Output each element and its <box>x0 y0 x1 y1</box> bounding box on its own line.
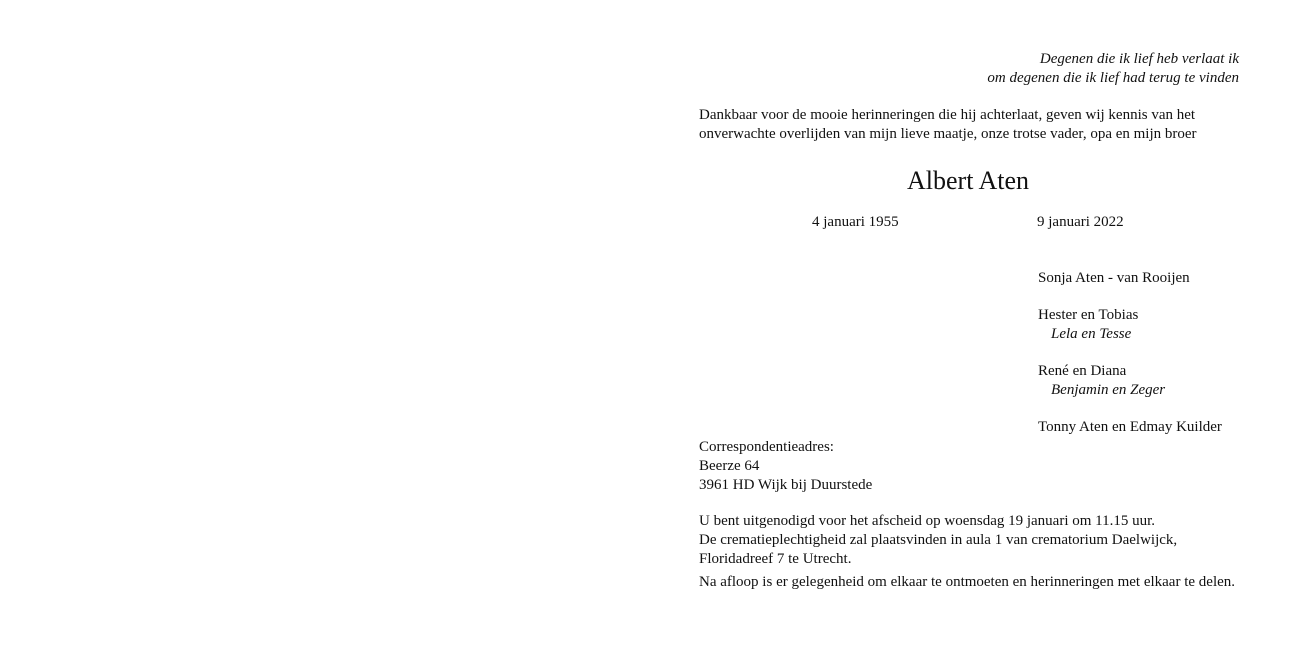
family-grandchildren-1: Lela en Tesse <box>1051 326 1132 342</box>
family-sibling: Tonny Aten en Edmay Kuilder <box>1038 419 1222 435</box>
family-list <box>1038 269 1222 437</box>
family-child-1: Hester en Tobias <box>1038 307 1139 323</box>
birth-date: 4 januari 1955 <box>812 214 899 230</box>
family-spacer <box>1038 344 1222 362</box>
intro-line-1: Dankbaar voor de mooie herinneringen die hij achterlaat, geven wij kennis van het <box>699 107 1196 123</box>
address-street: Beerze 64 <box>699 458 760 474</box>
quote-line-1: Degenen die ik lief heb verlaat ik <box>1039 51 1239 67</box>
announcement-page <box>645 0 1291 646</box>
address-label: Correspondentieadres: <box>699 439 834 455</box>
family-child-2: René en Diana <box>1038 363 1127 379</box>
address-city: 3961 HD Wijk bij Duurstede <box>699 477 873 493</box>
family-spacer <box>1038 288 1222 306</box>
invitation-text <box>699 512 1177 569</box>
family-grandchildren-2: Benjamin en Zeger <box>1051 382 1166 398</box>
opening-quote <box>987 50 1239 88</box>
deceased-name: Albert Aten <box>907 166 1030 195</box>
intro-text <box>699 106 1197 144</box>
quote-line-2: om degenen die ik lief had terug te vinden <box>987 70 1239 86</box>
invite-line-1: U bent uitgenodigd voor het afscheid op woensdag 19 januari om 11.15 uur. <box>699 513 1156 529</box>
death-date: 9 januari 2022 <box>1037 214 1124 230</box>
invite-line-2: De crematieplechtigheid zal plaatsvinden in aula 1 van crematorium Daelwijck, <box>699 532 1178 548</box>
left-page-blank <box>0 0 645 646</box>
invite-line-3: Floridadreef 7 te Utrecht. <box>699 551 852 567</box>
closing-text: Na afloop is er gelegenheid om elkaar te ontmoeten en herinneringen met elkaar te delen. <box>699 574 1236 590</box>
family-spacer <box>1038 400 1222 418</box>
family-spouse: Sonja Aten - van Rooijen <box>1038 270 1190 286</box>
correspondence-address <box>699 438 872 495</box>
intro-line-2: onverwachte overlijden van mijn lieve maatje, onze trotse vader, opa en mijn broer <box>699 126 1197 142</box>
